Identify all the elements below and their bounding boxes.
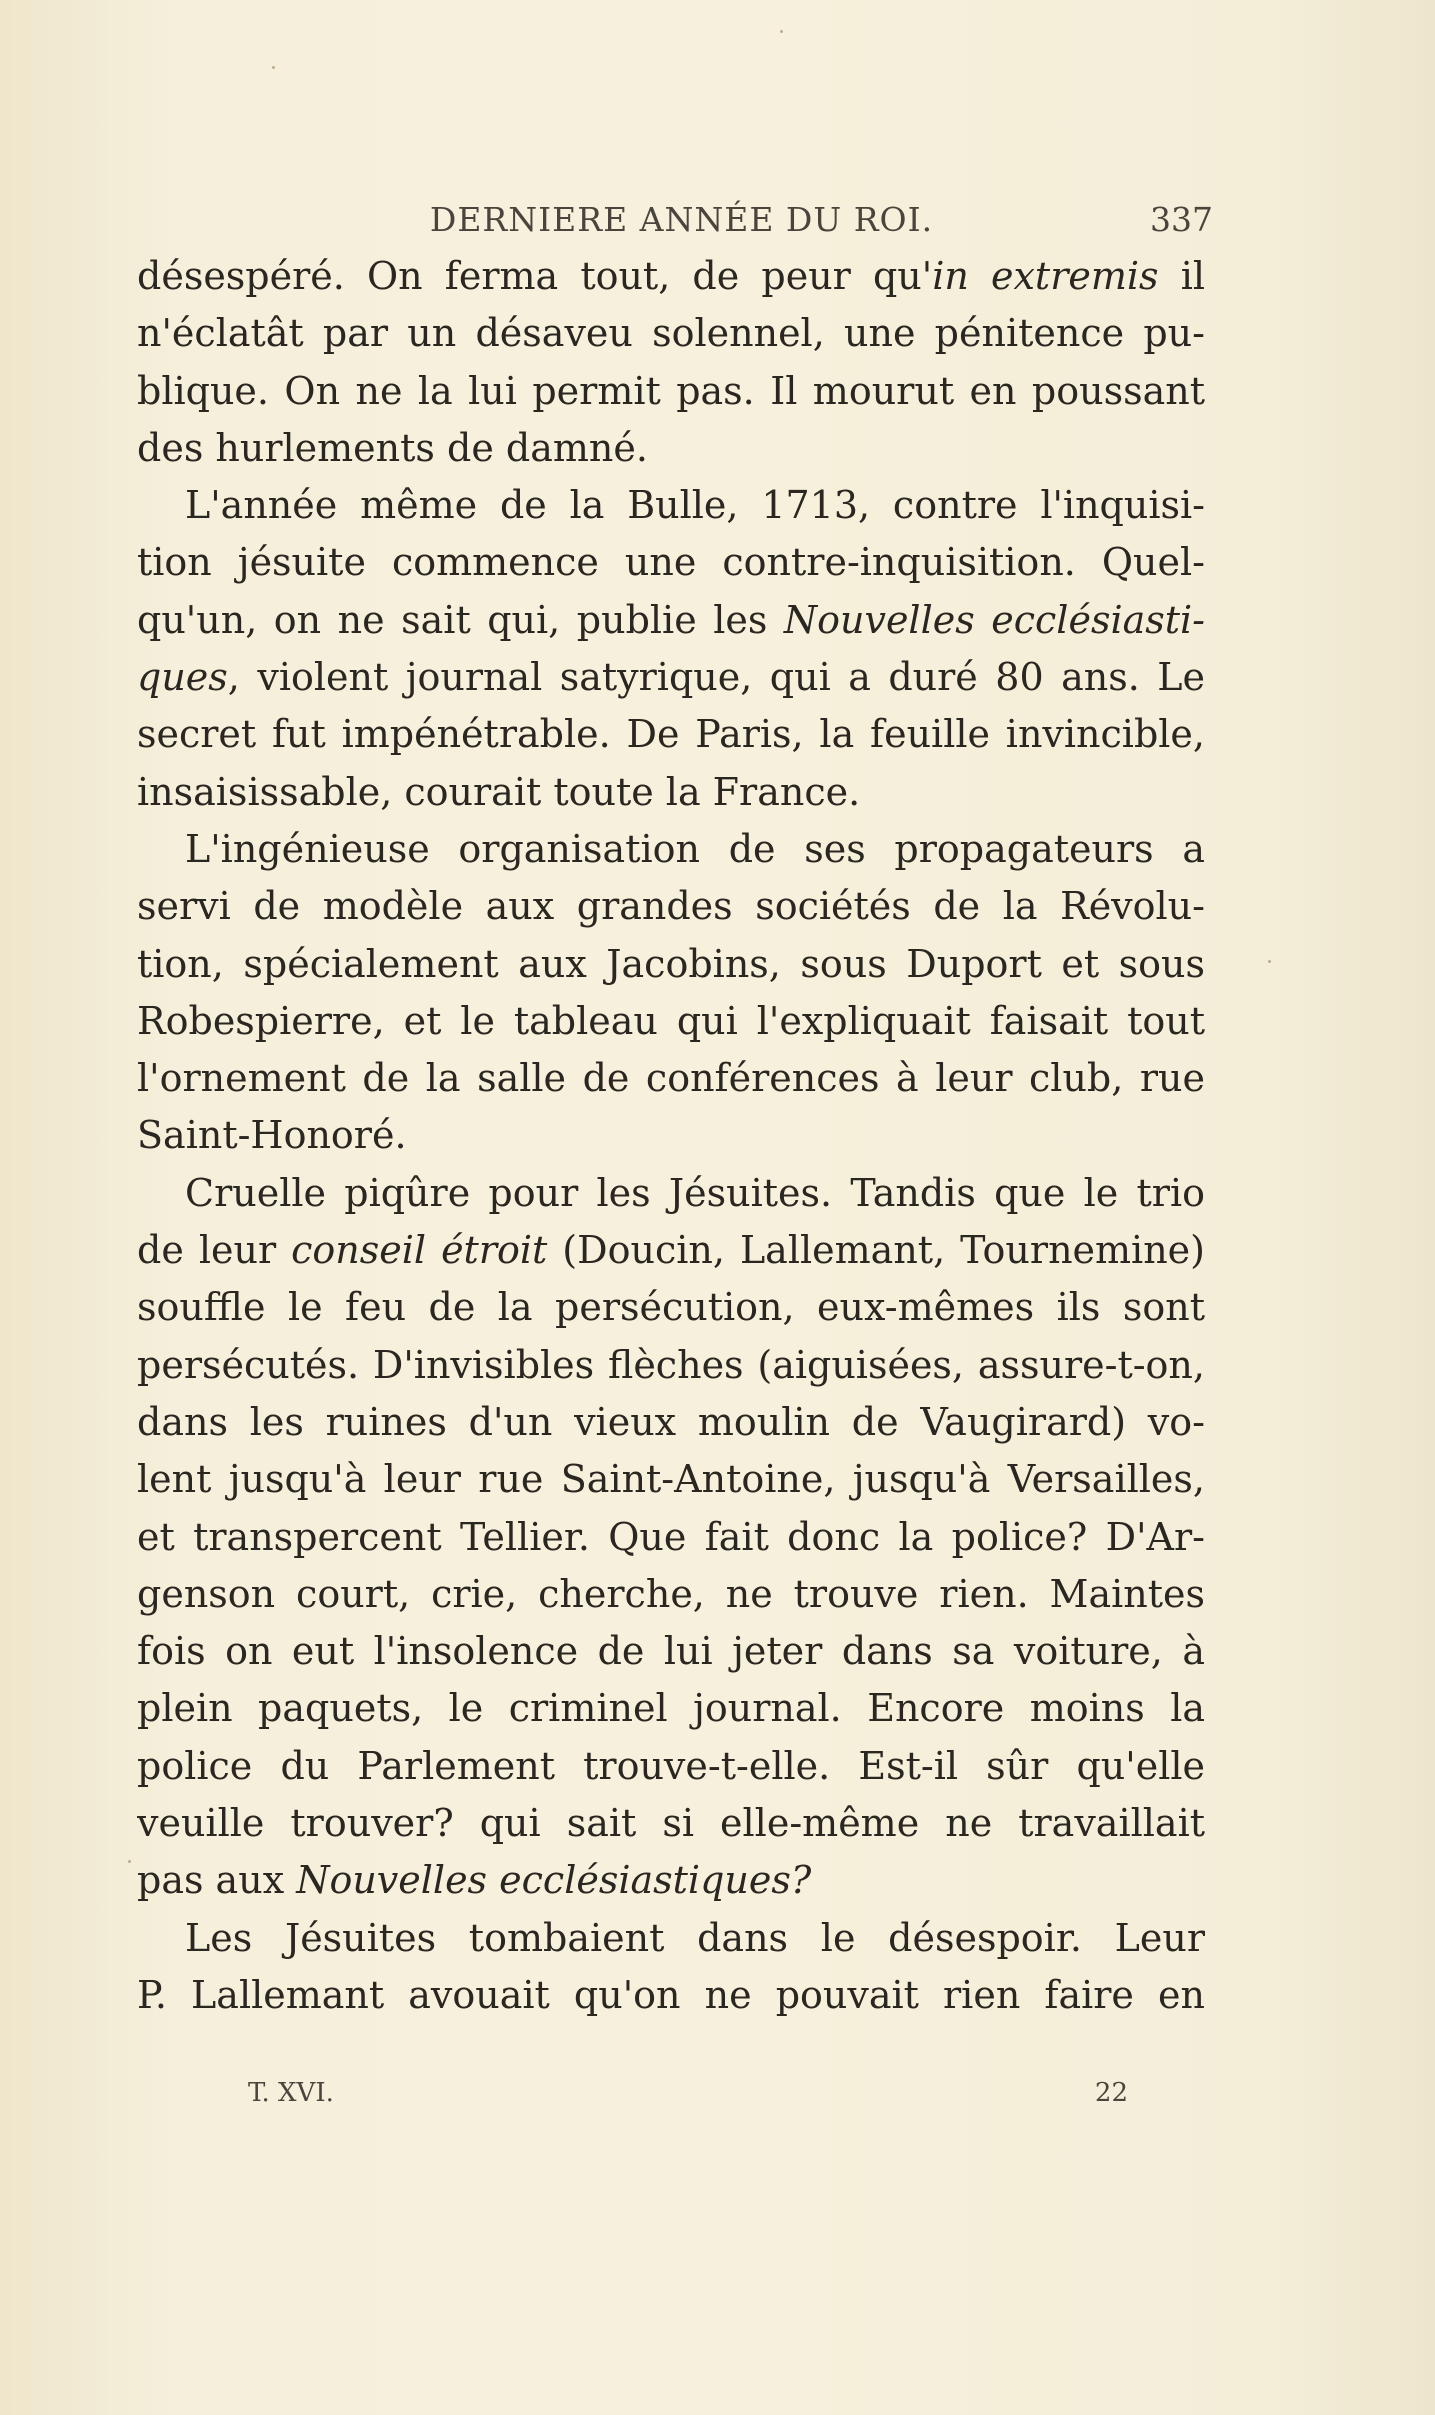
page-number: 337: [1150, 200, 1213, 239]
signature-number: 22: [1094, 2078, 1128, 2108]
text-line: et transpercent Tellier. Que fait donc la police? D'Ar-: [137, 1514, 1205, 1559]
text-line: Cruelle piqûre pour les Jésuites. Tandis que le trio: [185, 1170, 1205, 1215]
text-line: souffle le feu de la persécution, eux-mêmes ils sont: [137, 1285, 1205, 1330]
text-line: genson court, crie, cherche, ne trouve rien. Maintes: [137, 1571, 1205, 1616]
text-line: n'éclatât par un désaveu solennel, une pénitence pu-: [137, 311, 1205, 356]
text-line: veuille trouver? qui sait si elle-même ne travaillait: [137, 1801, 1205, 1846]
text-line: blique. On ne la lui permit pas. Il mourut en poussant: [137, 368, 1205, 413]
text-line: des hurlements de damné.: [137, 425, 648, 470]
text-line: plein paquets, le criminel journal. Encore moins la: [137, 1686, 1205, 1731]
text-line: P. Lallemant avouait qu'on ne pouvait rien faire en: [137, 1972, 1205, 2017]
text-line: dans les ruines d'un vieux moulin de Vaugirard) vo-: [137, 1399, 1205, 1444]
text-line: insaisissable, courait toute la France.: [137, 769, 861, 814]
running-title: DERNIERE ANNÉE DU ROI.: [429, 200, 934, 239]
running-head: [150, 200, 1213, 239]
text-line: tion, spécialement aux Jacobins, sous Duport et sous: [137, 941, 1205, 986]
text-line: servi de modèle aux grandes sociétés de la Révolu-: [137, 884, 1205, 929]
text-line: persécutés. D'invisibles flèches (aiguisées, assure-t-on,: [137, 1342, 1205, 1387]
text-line: l'ornement de la salle de conférences à leur club, rue: [137, 1056, 1205, 1101]
text-line: Robespierre, et le tableau qui l'expliquait faisait tout: [137, 998, 1205, 1043]
paper-speck: [272, 66, 275, 69]
paper-speck: [128, 1860, 131, 1863]
text-line: L'année même de la Bulle, 1713, contre l'inquisi-: [185, 483, 1205, 528]
text-line: secret fut impénétrable. De Paris, la feuille invincible,: [137, 712, 1205, 757]
text-line: désespéré. On ferma tout, de peur qu'in extremis il: [137, 254, 1205, 298]
text-line: police du Parlement trouve-t-elle. Est-il sûr qu'elle: [137, 1743, 1205, 1788]
text-line: Saint-Honoré.: [137, 1113, 407, 1158]
text-line: fois on eut l'insolence de lui jeter dans sa voiture, à: [137, 1629, 1205, 1674]
text-line: Les Jésuites tombaient dans le désespoir. Leur: [185, 1915, 1205, 1960]
text-line: ques, violent journal satyrique, qui a duré 80 ans. Le: [137, 655, 1205, 700]
text-line: pas aux Nouvelles ecclésiastiques?: [137, 1858, 812, 1903]
text-line: L'ingénieuse organisation de ses propagateurs a: [185, 826, 1205, 871]
paper-speck: [1268, 960, 1271, 963]
text-line: tion jésuite commence une contre-inquisition. Quel-: [137, 540, 1205, 585]
paper-speck: [780, 30, 783, 33]
text-line: de leur conseil étroit (Doucin, Lallemant, Tournemine): [137, 1228, 1205, 1273]
body-text: [137, 248, 1205, 2024]
text-line: lent jusqu'à leur rue Saint-Antoine, jusqu'à Versailles,: [137, 1457, 1205, 1502]
text-line: qu'un, on ne sait qui, publie les Nouvelles ecclésiasti-: [137, 597, 1205, 642]
volume-mark: T. XVI.: [248, 2078, 334, 2108]
signature-line: [248, 2078, 1128, 2114]
